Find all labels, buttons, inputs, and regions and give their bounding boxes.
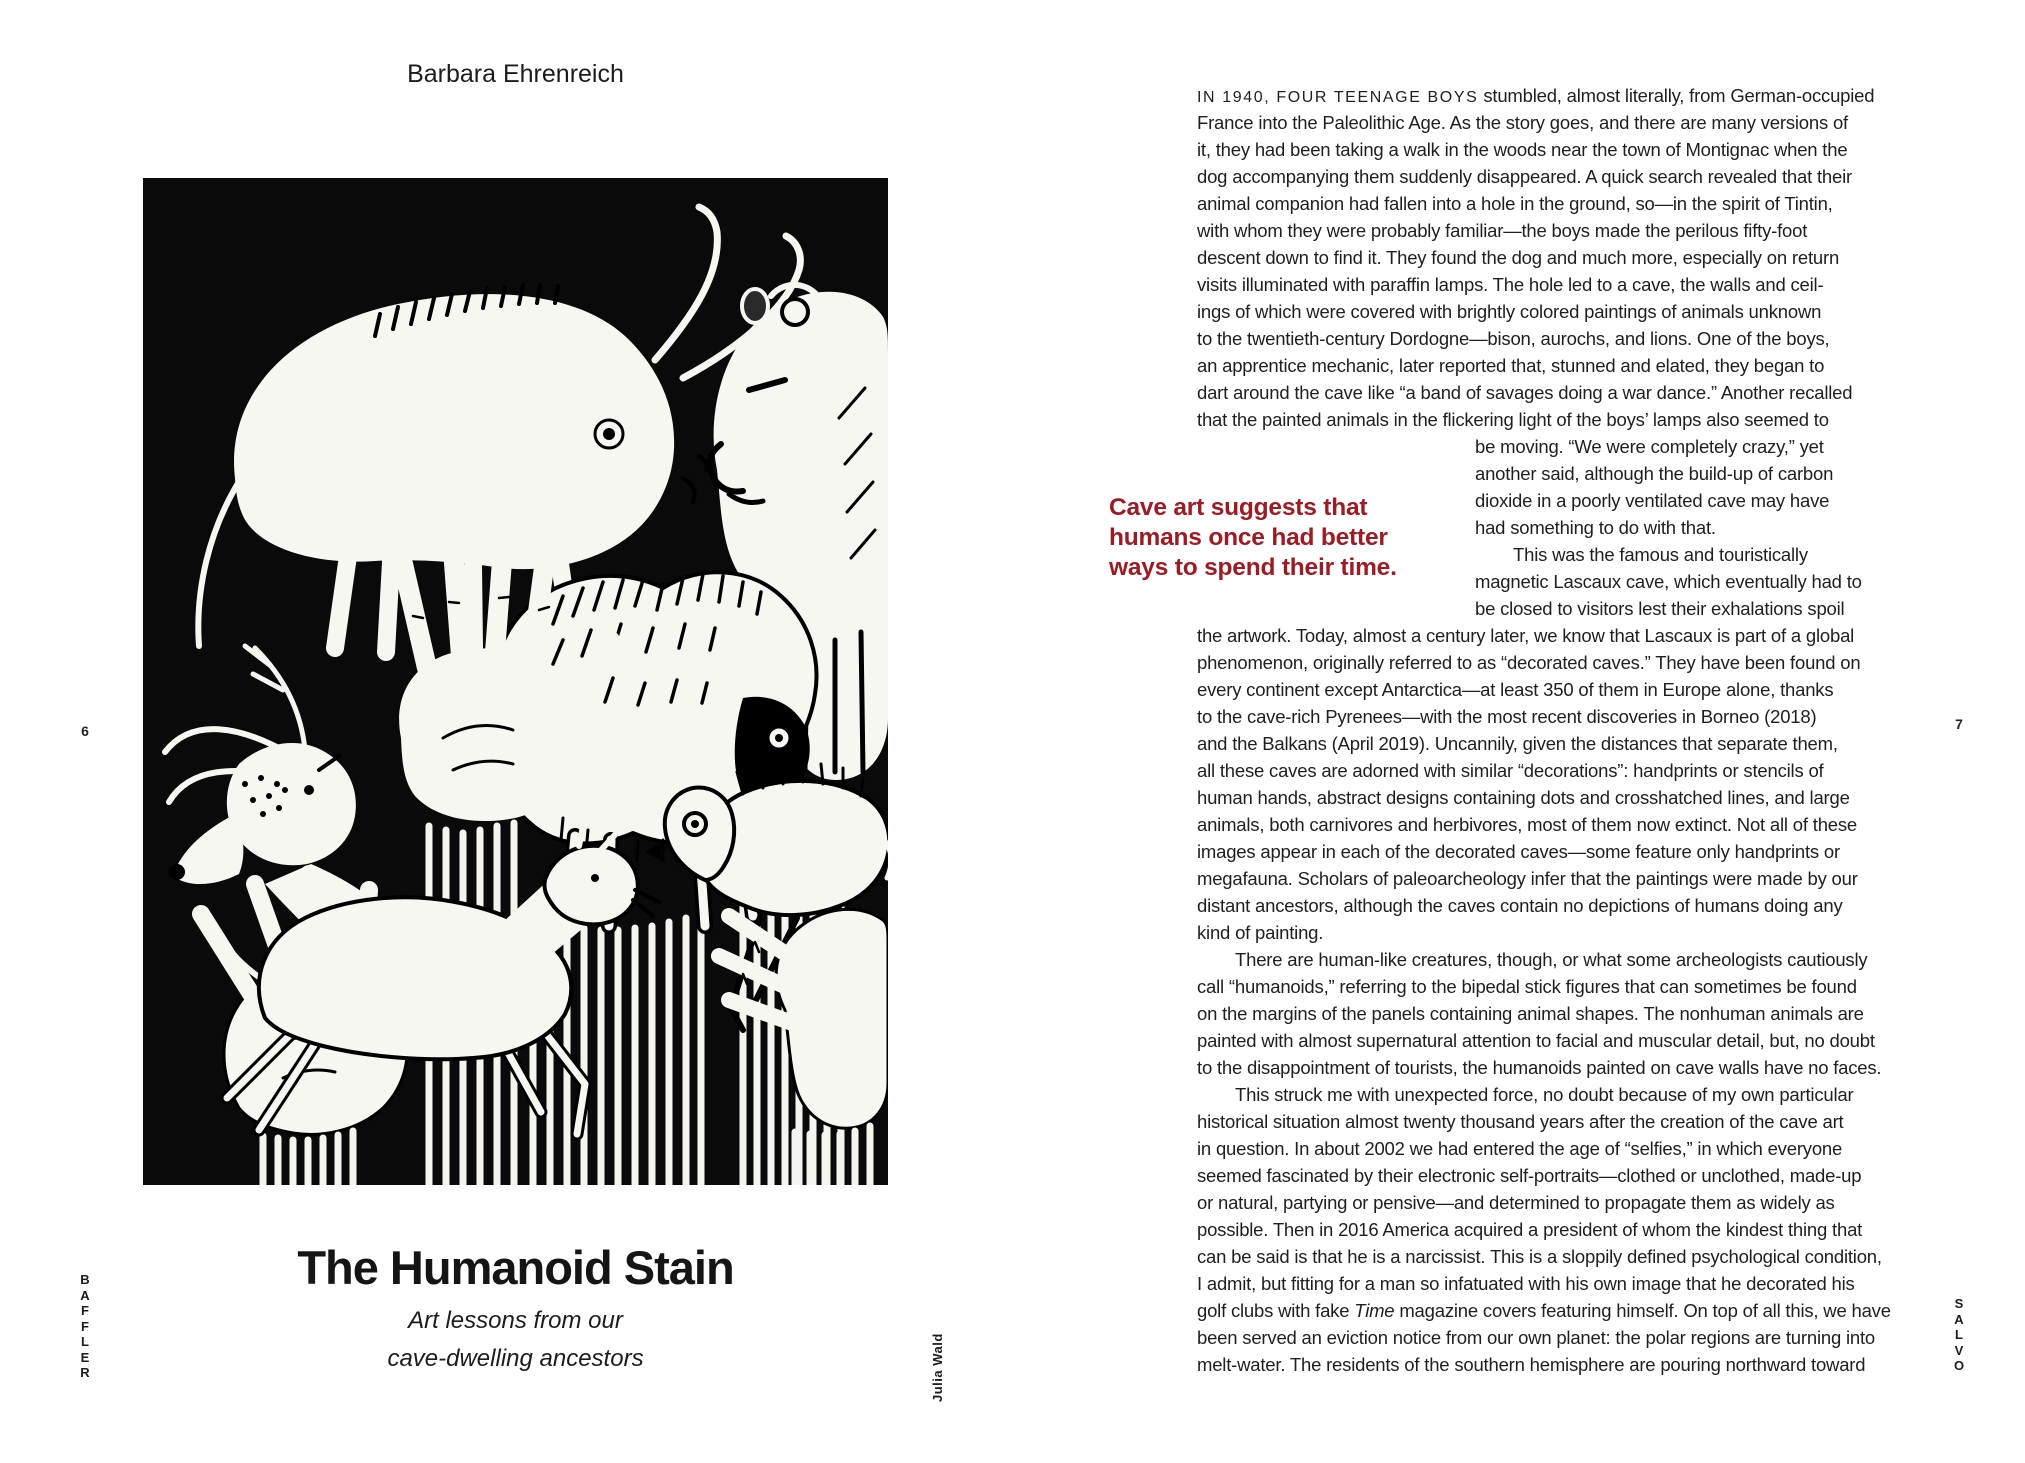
article-line [1197, 1138, 1847, 1165]
article-segment: This was the famous and touristically [1513, 544, 1808, 565]
article-segment: an apprentice mechanic, later reported that, stunned and elated, they began to [1197, 355, 1825, 376]
article-segment: with whom they were probably familiar—the boys made the perilous fifty-foot [1197, 220, 1808, 241]
article-line [1197, 436, 1847, 463]
page-number-left: 6 [81, 723, 89, 739]
article-line [1197, 166, 1852, 193]
article-line [1197, 895, 1847, 922]
article-line [1197, 463, 1847, 490]
article-segment: can be said is that he is a narcissist. This is a sloppily defined psychological condition, [1197, 1246, 1882, 1267]
article-segment: it, they had been taking a walk in the woods near the town of Montignac when the [1197, 139, 1848, 160]
article-segment: There are human-like creatures, though, or what some archeologists cautiously [1235, 949, 1868, 970]
article-segment: had something to do with that. [1475, 517, 1716, 538]
spine-letter: L [81, 1334, 89, 1349]
article-segment: distant ancestors, although the caves contain no depictions of humans doing any [1197, 895, 1843, 916]
article-line [1197, 247, 1847, 274]
spine-letter: B [80, 1272, 90, 1287]
article-segment: human hands, abstract designs containing dots and crosshatched lines, and large [1197, 787, 1850, 808]
article-segment: dioxide in a poorly ventilated cave may have [1475, 490, 1830, 511]
article-line [1197, 814, 1858, 841]
article-segment: that the painted animals in the flickering light of the boys’ lamps also seemed to [1197, 409, 1829, 430]
pull-quote-line: Cave art suggests that [1109, 494, 1368, 521]
article-segment: magazine covers featuring himself. On top of all this, we have [1394, 1300, 1891, 1321]
article-segment: ings of which were covered with brightly colored paintings of animals unknown [1197, 301, 1822, 322]
article-segment: to the disappointment of tourists, the humanoids painted on cave walls have no faces. [1197, 1057, 1882, 1078]
article-line [1197, 1084, 1854, 1111]
article-segment: France into the Paleolithic Age. As the story goes, and there are many versions of [1197, 112, 1849, 133]
author-byline: Barbara Ehrenreich [407, 60, 624, 88]
article-line [1197, 1354, 1866, 1381]
article-segment: images appear in each of the decorated caves—some feature only handprints or [1197, 841, 1840, 862]
deer-eye [304, 785, 314, 795]
article-segment: melt-water. The residents of the southern hemisphere are pouring northward toward [1197, 1354, 1866, 1375]
doe-eye [591, 874, 599, 882]
article-segment: call “humanoids,” referring to the bipedal stick figures that can sometimes be found [1197, 976, 1857, 997]
article-segment: visits illuminated with paraffin lamps. The hole led to a cave, the walls and ceil- [1197, 274, 1824, 295]
article-line [1197, 220, 1847, 247]
article-segment: seemed fascinated by their electronic self-portraits—clothed or unclothed, made-up [1197, 1165, 1862, 1186]
article-line [1197, 922, 1847, 949]
spine-text-salvo [1944, 1296, 1974, 1374]
article-line [1197, 1111, 1847, 1138]
article-segment: possible. Then in 2016 America acquired a president of whom the kindest thing that [1197, 1219, 1863, 1240]
article-segment: kind of painting. [1197, 922, 1324, 943]
article-line [1197, 706, 1847, 733]
article-segment: dart around the cave like “a band of savages doing a war dance.” Another recalled [1197, 382, 1853, 403]
article-line [1197, 139, 1847, 166]
article-line [1197, 1003, 1864, 1030]
article-segment: every continent except Antarctica—at least 350 of them in Europe alone, thanks [1197, 679, 1834, 700]
article-segment: in question. In about 2002 we had entered the age of “selfies,” in which everyone [1197, 1138, 1843, 1159]
article-line [1197, 409, 1847, 436]
spine-text-baffler [70, 1272, 100, 1381]
article-line [1197, 760, 1847, 787]
article-segment: another said, although the build-up of carbon [1475, 463, 1834, 484]
article-line [1197, 1300, 1891, 1327]
article-segment: historical situation almost twenty thousand years after the creation of the cave art [1197, 1111, 1844, 1132]
pull-quote-line: ways to spend their time. [1109, 554, 1397, 581]
article-segment: descent down to find it. They found the dog and much more, especially on return [1197, 247, 1840, 268]
spine-letter: F [81, 1303, 89, 1318]
article-line [1197, 679, 1847, 706]
article-segment: be moving. “We were completely crazy,” yet [1475, 436, 1824, 457]
article-segment: stumbled, almost literally, from German-occupied [1478, 85, 1875, 106]
article-line [1197, 1192, 1847, 1219]
illustrator-credit: Julia Wald [930, 1333, 945, 1402]
article-segment: or natural, partying or pensive—and determined to propagate them as widely as [1197, 1192, 1835, 1213]
article-line [1197, 301, 1847, 328]
article-subtitle [143, 1302, 888, 1378]
article-line [1197, 976, 1857, 1003]
article-line [1197, 1030, 1875, 1057]
article-line [1197, 868, 1858, 895]
spine-letter: A [1954, 1311, 1964, 1327]
article-segment: dog accompanying them suddenly disappeared. A quick search revealed that their [1197, 166, 1852, 187]
article-segment: This struck me with unexpected force, no doubt because of my own particular [1235, 1084, 1854, 1105]
spine-letter: V [1954, 1342, 1964, 1358]
spine-letter: A [80, 1287, 90, 1303]
article-segment: animals, both carnivores and herbivores, most of them now extinct. Not all of these [1197, 814, 1858, 835]
article-line [1197, 328, 1847, 355]
article-line [1197, 1327, 1875, 1354]
article-line [1197, 652, 1861, 679]
article-segment: megafauna. Scholars of paleoarcheology infer that the paintings were made by our [1197, 868, 1858, 889]
article-segment: been served an eviction notice from our own planet: the polar regions are turning into [1197, 1327, 1875, 1348]
article-line [1197, 1273, 1855, 1300]
page-number-right: 7 [1955, 716, 1963, 732]
article-line [1197, 787, 1850, 814]
cave-art-illustration [143, 178, 888, 1185]
article-body [1109, 85, 1891, 1381]
article-line [1197, 193, 1847, 220]
article-segment: golf clubs with fake [1197, 1300, 1355, 1321]
article-segment: and the Balkans (April 2019). Uncannily, given the distances that separate them, [1197, 733, 1838, 754]
article-line [1197, 355, 1847, 382]
article-line [1197, 949, 1868, 976]
article-title: The Humanoid Stain [297, 1241, 734, 1294]
article-segment: to the cave-rich Pyrenees—with the most recent discoveries in Borneo (2018) [1197, 706, 1817, 727]
article-line [1197, 841, 1847, 868]
spine-letter: O [1953, 1358, 1965, 1373]
spine-letter: L [1955, 1327, 1963, 1342]
article-line [1197, 1057, 1882, 1084]
article-segment-lead: IN 1940, FOUR TEENAGE BOYS [1197, 89, 1479, 106]
article-segment: all these caves are adorned with similar “decorations”: handprints or stencils of [1197, 760, 1824, 781]
article-segment: I admit, but fitting for a man so infatuated with his own image that he decorated his [1197, 1273, 1855, 1294]
article-line [1197, 733, 1847, 760]
article-segment: be closed to visitors lest their exhalations spoil [1475, 598, 1845, 619]
article-segment: to the twentieth-century Dordogne—bison, aurochs, and lions. One of the boys, [1197, 328, 1830, 349]
article-line [1197, 112, 1847, 139]
pull-quote-line: humans once had better [1109, 524, 1388, 551]
article-line [1197, 274, 1847, 301]
article-segment: animal companion had fallen into a hole in the ground, so—in the spirit of Tintin, [1197, 193, 1833, 214]
spine-letter: F [81, 1318, 89, 1334]
article-segment: on the margins of the panels containing animal shapes. The nonhuman animals are [1197, 1003, 1864, 1024]
cave-art-svg [143, 178, 888, 1185]
article-subtitle-line-2: cave-dwelling ancestors [387, 1345, 644, 1372]
article-line [1197, 598, 1847, 625]
spine-letter: R [80, 1365, 90, 1380]
deer-nose [169, 864, 185, 880]
article-line [1197, 625, 1855, 652]
article-line [1197, 1246, 1882, 1273]
article-line [1197, 1165, 1862, 1192]
article-segment: the artwork. Today, almost a century later, we know that Lascaux is part of a global [1197, 625, 1855, 646]
article-segment-i: Time [1354, 1300, 1395, 1321]
article-line [1197, 382, 1853, 409]
article-segment: painted with almost supernatural attention to facial and muscular detail, but, no doubt [1197, 1030, 1875, 1051]
article-line [1197, 1219, 1863, 1246]
article-line [1197, 85, 1875, 112]
lion-ear [782, 299, 808, 325]
spine-letter: E [80, 1349, 90, 1365]
article-segment: phenomenon, originally referred to as “decorated caves.” They have been found on [1197, 652, 1861, 673]
article-segment: magnetic Lascaux cave, which eventually had to [1475, 571, 1862, 592]
pull-quote [1109, 493, 1397, 583]
spine-letter: S [1954, 1296, 1964, 1311]
article-subtitle-line-1: Art lessons from our [408, 1307, 623, 1334]
